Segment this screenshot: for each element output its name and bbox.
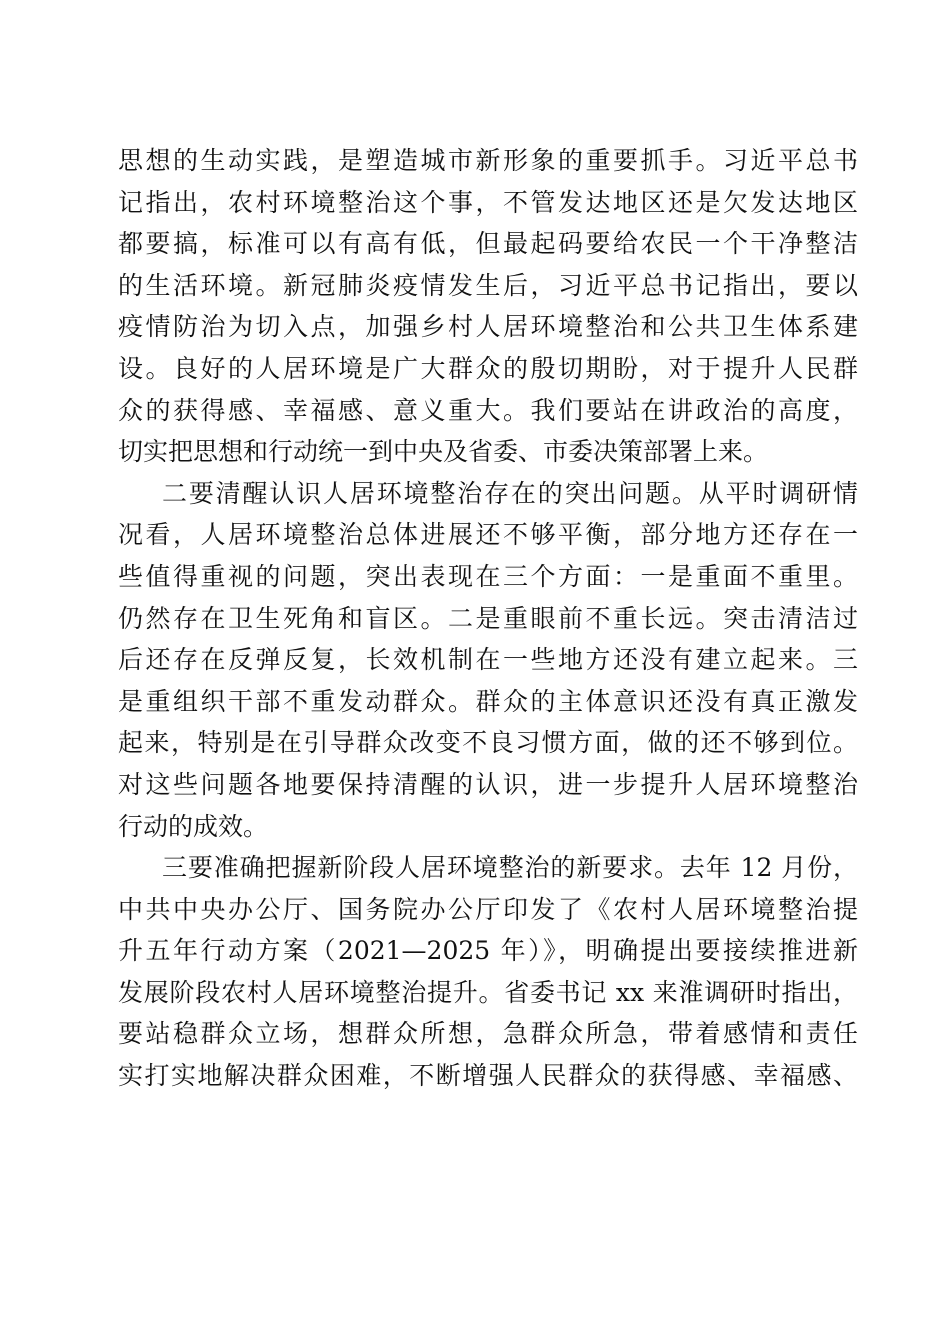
text-line: 行动的成效。 <box>118 811 269 841</box>
text-line: 实打实地解决群众困难，不断增强人民群众的获得感、幸福感、 <box>118 1061 858 1091</box>
text-line: 后还存在反弹反复，长效机制在一些地方还没有建立起来。三 <box>118 645 858 675</box>
text-line: 众的获得感、幸福感、意义重大。我们要站在讲政治的高度， <box>118 395 858 425</box>
text-line: 升五年行动方案（2021—2025 年）》，明确提出要接续推进新 <box>118 936 858 966</box>
paragraph-3 <box>118 847 858 1097</box>
text-line: 发展阶段农村人居环境整治提升。省委书记 xx 来淮调研时指出， <box>118 977 858 1007</box>
text-line: 切实把思想和行动统一到中央及省委、市委决策部署上来。 <box>118 437 769 467</box>
text-line: 的生活环境。新冠肺炎疫情发生后，习近平总书记指出，要以 <box>118 270 858 300</box>
text-line: 些值得重视的问题，突出表现在三个方面：一是重面不重里。 <box>118 561 858 591</box>
text-line: 疫情防治为切入点，加强乡村人居环境整治和公共卫生体系建 <box>118 312 858 342</box>
document-body <box>118 140 858 1097</box>
text-line: 记指出，农村环境整治这个事，不管发达地区还是欠发达地区 <box>118 187 858 217</box>
text-line: 二要清醒认识人居环境整治存在的突出问题。从平时调研情 <box>162 478 858 508</box>
text-line: 起来，特别是在引导群众改变不良习惯方面，做的还不够到位。 <box>118 728 858 758</box>
text-line: 对这些问题各地要保持清醒的认识，进一步提升人居环境整治 <box>118 769 858 799</box>
paragraph-2 <box>118 473 858 847</box>
text-line: 设。良好的人居环境是广大群众的殷切期盼，对于提升人民群 <box>118 353 858 383</box>
text-line: 都要搞，标准可以有高有低，但最起码要给农民一个干净整洁 <box>118 229 858 259</box>
text-line: 三要准确把握新阶段人居环境整治的新要求。去年 12 月份， <box>162 853 858 883</box>
text-line: 中共中央办公厅、国务院办公厅印发了《农村人居环境整治提 <box>118 894 858 924</box>
paragraph-1 <box>118 140 858 473</box>
text-line: 是重组织干部不重发动群众。群众的主体意识还没有真正激发 <box>118 686 858 716</box>
text-line: 仍然存在卫生死角和盲区。二是重眼前不重长远。突击清洁过 <box>118 603 858 633</box>
text-line: 思想的生动实践，是塑造城市新形象的重要抓手。习近平总书 <box>118 146 858 175</box>
text-line: 要站稳群众立场，想群众所想，急群众所急，带着感情和责任 <box>118 1019 858 1049</box>
text-line: 况看，人居环境整治总体进展还不够平衡，部分地方还存在一 <box>118 520 858 550</box>
